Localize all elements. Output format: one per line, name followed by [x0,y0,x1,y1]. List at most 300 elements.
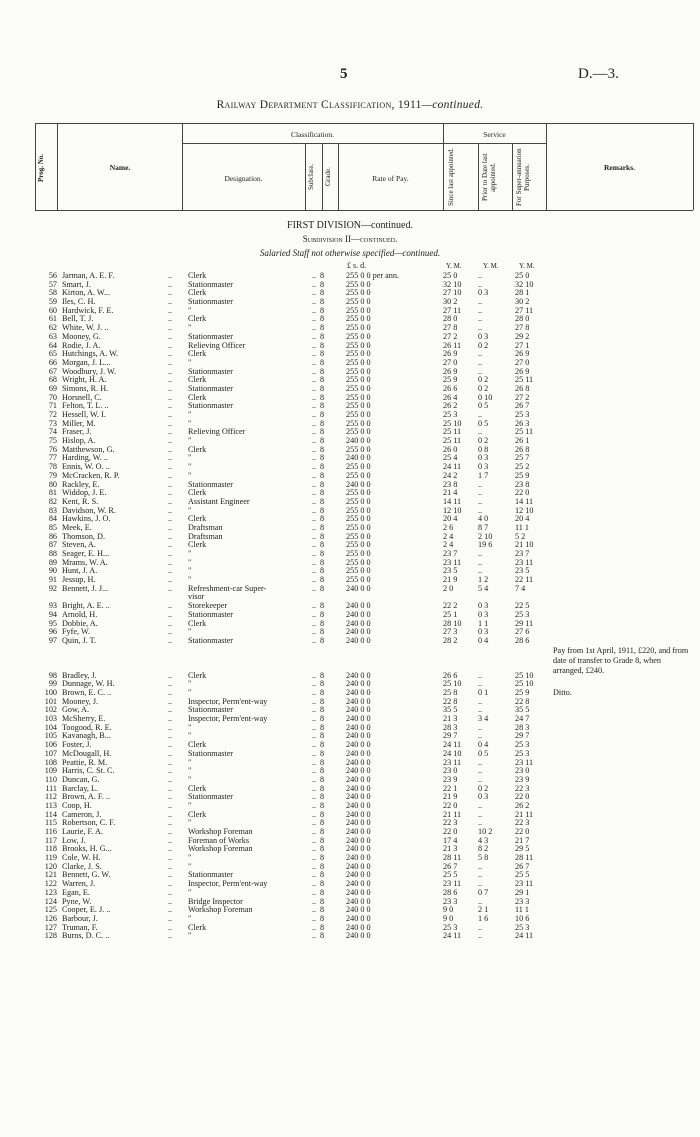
cell-superannuation: 30 2 [515,297,530,307]
cell-superannuation: 26 1 [515,436,530,446]
cell-superannuation: 24 11 [515,931,534,941]
cell-rate-of-pay: 255 0 0 [346,305,371,315]
cell-since-last: 25 3 [443,922,458,932]
cell-designation: Clerk [188,922,207,932]
cell-prior-to-date: 0 8 [478,444,489,454]
leader-dots: .. [312,696,317,706]
cell-since-last: 25 11 [443,436,462,446]
cell-prior-to-date: .. [478,410,483,419]
cell-rate-of-pay: 240 0 0 [346,696,371,706]
leader-dots: .. [168,479,173,489]
cell-name: Dobbie, A. [62,619,98,628]
header-grade: Grade. [324,167,332,187]
cell-superannuation: 27 6 [515,627,530,637]
cell-prior-to-date: 1 6 [478,913,489,923]
cell-prog-no: 77 [48,453,57,463]
cell-superannuation: 21 7 [515,835,530,845]
cell-prior-to-date: .. [478,496,483,506]
leader-dots: .. [312,601,317,611]
header-subclass: Subclass. [307,163,315,191]
leader-dots: .. [168,357,173,367]
leader-dots: .. [168,618,173,628]
cell-since-last: 26 7 [443,861,458,871]
cell-prior-to-date: .. [478,809,483,819]
leader-dots: .. [312,835,317,845]
cell-rate-of-pay: 255 0 0 [346,340,371,350]
cell-name: Foster, J. [62,741,92,750]
leader-dots: .. [168,305,173,315]
cell-subclass: 8 [319,314,325,324]
cell-subclass: 8 [319,922,325,932]
cell-prior-to-date: 0 3 [478,601,489,611]
leader-dots: .. [168,340,173,350]
cell-prog-no: 78 [48,462,57,472]
cell-designation: Stationmaster [188,479,234,489]
cell-name: Ennis, W. O. .. [62,463,110,472]
leader-dots: .. [168,601,173,611]
leader-dots: .. [312,575,317,585]
cell-rate-of-pay: 255 0 0 [346,297,371,307]
cell-prog-no: 94 [48,609,57,619]
cell-since-last: 26 6 [443,670,458,680]
cell-name: Coop, H. [62,801,92,810]
cell-rate-of-pay: 255 0 0 [346,427,371,437]
leader-dots: .. [168,496,173,506]
cell-designation: Draftsman [188,531,223,541]
cell-since-last: 25 4 [443,453,458,463]
cell-name: Cooper, E. J. .. [62,906,111,915]
header-classification: Classification. [290,130,335,139]
cell-designation: Stationmaster [188,366,234,376]
cell-designation: Stationmaster [188,401,234,411]
cell-since-last: 27 3 [443,627,458,637]
cell-designation: " [188,549,192,558]
leader-dots: .. [168,870,173,880]
cell-designation: Assistant Engineer [188,496,250,506]
cell-rate-of-pay: 255 0 0 [346,288,371,298]
leader-dots: .. [168,549,173,558]
leader-dots: .. [312,774,317,784]
cell-prog-no: 75 [48,436,57,446]
cell-prog-no: 89 [48,557,57,567]
cell-since-last: 35 5 [443,705,458,715]
cell-subclass: 8 [319,783,325,793]
cell-designation: " [188,722,192,732]
cell-subclass: 8 [319,757,325,767]
cell-designation: " [188,853,192,863]
leader-dots: .. [312,392,317,402]
cell-superannuation: 25 10 [515,670,534,680]
leader-dots: .. [168,418,173,428]
cell-subclass: 8 [319,913,325,923]
cell-prog-no: 56 [48,271,57,280]
cell-designation: " [188,305,192,315]
cell-since-last: 26 0 [443,444,458,454]
cell-rate-of-pay: 255 0 0 [346,323,371,333]
cell-since-last: 21 11 [443,809,462,819]
cell-name: Hardwick, F. E. [62,306,114,315]
cell-prog-no: 72 [48,410,57,419]
page-number: 5 [340,66,348,82]
cell-name: Miller, M. [62,419,96,428]
cell-prior-to-date: .. [478,722,483,732]
cell-prior-to-date: 19 6 [478,540,493,550]
cell-rate-of-pay: 255 0 0 [346,496,371,506]
leader-dots: .. [312,540,317,550]
cell-superannuation: 25 11 [515,375,534,385]
cell-subclass: 8 [319,340,325,350]
cell-prior-to-date: .. [478,861,483,871]
cell-rate-of-pay: 240 0 0 [346,853,371,863]
cell-name: Morgan, J. L... [62,358,111,367]
cell-subclass: 8 [319,853,325,863]
cell-superannuation: 23 8 [515,479,530,489]
cell-designation: Stationmaster [188,635,234,645]
leader-dots: .. [168,688,173,697]
cell-prior-to-date: 4 0 [478,514,489,524]
cell-subclass: 8 [319,896,325,906]
leader-dots: .. [312,418,317,428]
cell-subclass: 8 [319,679,325,689]
cell-designation: Bridge Inspector [188,896,243,906]
cell-since-last: 28 2 [443,635,458,645]
leader-dots: .. [168,844,173,854]
leader-dots: .. [168,792,173,802]
leader-dots: .. [312,383,317,393]
cell-subclass: 8 [319,809,325,819]
cell-prog-no: 111 [45,783,57,793]
cell-subclass: 8 [319,731,325,741]
cell-superannuation: 20 4 [515,514,530,524]
cell-superannuation: 25 7 [515,453,530,463]
cell-rate-of-pay: 240 0 0 [346,913,371,923]
leader-dots: .. [168,314,173,324]
cell-name: Cole, W. H. [62,854,101,863]
cell-prog-no: 124 [44,896,57,906]
cell-prog-no: 64 [48,340,57,350]
cell-prior-to-date: 0 2 [478,375,489,385]
cell-name: Seager, E. H... [62,550,110,558]
cell-subclass: 8 [319,488,325,498]
cell-name: Truman, F. [62,923,98,932]
cell-prog-no: 105 [44,731,57,741]
cell-rate-of-pay: 255 0 0 [346,514,371,524]
cell-name: Fraser, J. [62,428,92,437]
cell-superannuation: 23 7 [515,549,530,558]
cell-superannuation: 22 3 [515,783,530,793]
table-row [0,637,700,646]
cell-prior-to-date: .. [478,800,483,810]
leader-dots: .. [312,800,317,810]
cell-name: Cameron, J. [62,810,102,819]
cell-designation: " [188,931,192,941]
cell-designation: " [188,818,192,828]
leader-dots: .. [168,714,173,724]
leader-dots: .. [312,366,317,376]
leader-dots: .. [312,922,317,932]
cell-since-last: 22 1 [443,783,458,793]
cell-rate-of-pay: 255 0 0 [346,366,371,376]
cell-subclass: 8 [319,323,325,333]
cell-designation: Inspector, Perm'ent-way [188,696,268,706]
cell-prior-to-date: .. [478,549,483,558]
leader-dots: .. [312,688,317,697]
cell-prior-to-date: .. [478,931,483,941]
cell-since-last: 28 6 [443,887,458,897]
cell-subclass: 8 [319,357,325,367]
leader-dots: .. [168,774,173,784]
cell-designation: " [188,627,192,637]
cell-subclass: 8 [319,401,325,411]
cell-superannuation: 22 8 [515,696,530,706]
cell-rate-of-pay: 240 0 0 [346,453,371,463]
cell-subclass: 8 [319,905,325,915]
cell-rate-of-pay: 255 0 0 [346,383,371,393]
cell-subclass: 8 [319,627,325,637]
cell-prior-to-date: 4 3 [478,835,489,845]
title-suffix: —continued. [421,99,484,111]
cell-prog-no: 92 [48,583,57,593]
cell-since-last: 22 0 [443,800,458,810]
cell-subclass: 8 [319,601,325,611]
leader-dots: .. [312,522,317,532]
cell-designation: Refreshment-car Super- [188,583,267,593]
cell-prior-to-date: .. [478,305,483,315]
leader-dots: .. [312,305,317,315]
leader-dots: .. [168,566,173,576]
leader-dots: .. [168,575,173,585]
cell-prior-to-date: 0 4 [478,740,489,750]
cell-since-last: 27 0 [443,357,458,367]
cell-superannuation: 23 5 [515,566,530,576]
cell-superannuation: 11 1 [515,905,530,915]
title-main: Railway Department Classification, 1911 [216,99,422,111]
cell-rate-of-pay: 240 0 0 [346,740,371,750]
cell-prior-to-date: 2 1 [478,905,489,915]
cell-prog-no: 70 [48,392,57,402]
cell-prior-to-date: 0 3 [478,609,489,619]
leader-dots: .. [312,818,317,828]
cell-prog-no: 67 [48,366,57,376]
cell-subclass: 8 [319,844,325,854]
leader-dots: .. [168,323,173,333]
leader-dots: .. [312,609,317,619]
cell-since-last: 25 11 [443,427,462,437]
cell-prior-to-date: 0 1 [478,688,489,697]
leader-dots: .. [168,540,173,550]
cell-prog-no: 116 [45,827,57,836]
cell-prog-no: 80 [48,479,57,489]
cell-rate-of-pay: 240 0 0 [346,436,371,446]
leader-dots: .. [168,349,173,359]
leader-dots: .. [312,314,317,324]
leader-dots: .. [312,853,317,863]
cell-since-last: 26 6 [443,383,458,393]
cell-name: White, W. J. .. [62,324,109,333]
cell-superannuation: 25 3 [515,410,530,419]
cell-designation: " [188,800,192,810]
cell-prog-no: 69 [48,383,57,393]
cell-prog-no: 126 [44,913,57,923]
cell-superannuation: 25 3 [515,609,530,619]
cell-designation: Clerk [188,740,207,750]
leader-dots: .. [312,913,317,923]
cell-since-last: 26 9 [443,366,458,376]
cell-prog-no: 97 [48,635,57,645]
leader-dots: .. [168,931,173,941]
leader-dots: .. [168,505,173,515]
staff-heading: Salaried Staff not otherwise specified—continued. [259,248,441,258]
cell-subclass: 8 [319,514,325,524]
cell-designation: Clerk [188,488,207,498]
cell-prog-no: 59 [48,297,57,307]
cell-prior-to-date: 0 3 [478,331,489,341]
cell-prog-no: 71 [48,401,57,411]
cell-designation: " [188,505,192,515]
leader-dots: .. [312,827,317,836]
cell-name: Fyfe, W. [62,628,90,637]
cell-rate-of-pay: 240 0 0 [346,688,371,697]
cell-designation: Clerk [188,514,207,524]
cell-rate-of-pay: 255 0 0 [346,349,371,359]
cell-subclass: 8 [319,714,325,724]
cell-since-last: 25 9 [443,375,458,385]
cell-designation: Clerk [188,392,207,402]
leader-dots: .. [312,470,317,480]
leader-dots: .. [312,566,317,576]
leader-dots: .. [312,557,317,567]
cell-superannuation: 25 3 [515,922,530,932]
cell-prog-no: 113 [45,800,57,810]
cell-designation: " [188,323,192,333]
cell-since-last: 24 11 [443,931,462,941]
cell-subclass: 8 [319,366,325,376]
cell-designation: Storekeeper [188,601,228,611]
leader-dots: .. [312,410,317,419]
cell-rate-of-pay: 255 0 0 [346,557,371,567]
cell-name: Widdop, J. E. [62,489,107,498]
leader-dots: .. [312,705,317,715]
cell-superannuation: 23 11 [515,757,534,767]
cell-designation: Relieving Officer [188,427,246,437]
leader-dots: .. [168,366,173,376]
header-rate-of-pay: Rate of Pay. [372,174,409,183]
cell-prog-no: 63 [48,331,57,341]
leader-dots: .. [168,887,173,897]
cell-since-last: 23 5 [443,566,458,576]
cell-prog-no: 74 [48,427,57,437]
cell-prog-no: 91 [48,575,57,585]
cell-prog-no: 114 [45,809,57,819]
cell-name: Thomson, D. [62,532,105,541]
cell-prior-to-date: .. [478,297,483,307]
cell-designation: Draftsman [188,522,223,532]
cell-since-last: 26 2 [443,401,458,411]
cell-prog-no: 121 [44,870,57,880]
cell-subclass: 8 [319,931,325,941]
cell-designation: " [188,913,192,923]
cell-subclass: 8 [319,818,325,828]
cell-name: Woodbury, J. W. [62,367,117,376]
leader-dots: .. [168,896,173,906]
cell-prog-no: 86 [48,531,57,541]
cell-rate-of-pay: 240 0 0 [346,861,371,871]
cell-superannuation: 28 3 [515,722,530,732]
leader-dots: .. [168,905,173,915]
cell-prior-to-date: 1 1 [478,618,489,628]
cell-prog-no: 96 [48,627,57,637]
cell-designation: Clerk [188,670,207,680]
cell-since-last: 22 8 [443,696,458,706]
cell-designation: " [188,462,192,472]
cell-subclass: 8 [319,349,325,359]
header-remarks: Remarks. [603,163,636,172]
cell-prior-to-date: 0 3 [478,288,489,298]
cell-designation: Clerk [188,288,207,298]
cell-prior-to-date: .. [478,731,483,741]
cell-rate-of-pay: 240 0 0 [346,618,371,628]
leader-dots: .. [168,800,173,810]
cell-name: Jessup, H. [62,576,96,585]
cell-since-last: 17 4 [443,835,458,845]
cell-superannuation: 27 1 [515,340,530,350]
cell-designation: " [188,688,192,697]
cell-since-last: 24 11 [443,462,462,472]
cell-since-last: 29 7 [443,731,458,741]
cell-since-last: 30 2 [443,297,458,307]
cell-prog-no: 85 [48,522,57,532]
cell-superannuation: 26 8 [515,383,530,393]
cell-designation: " [188,418,192,428]
cell-since-last: 26 9 [443,349,458,359]
cell-since-last: 27 2 [443,331,458,341]
cell-prog-no: 104 [44,722,57,732]
leader-dots: .. [168,913,173,923]
cell-subclass: 8 [319,436,325,446]
cell-name: Felton, T. L. .. [62,402,109,411]
cell-subclass: 8 [319,531,325,541]
cell-prog-no: 103 [44,714,57,724]
cell-subclass: 8 [319,375,325,385]
cell-name: Bell, T. J. [62,315,94,324]
cell-prior-to-date: .. [478,922,483,932]
leader-dots: .. [312,879,317,889]
cell-prog-no: 60 [48,305,57,315]
cell-since-last: 28 11 [443,853,462,863]
cell-rate-of-pay: 240 0 0 [346,922,371,932]
cell-subclass: 8 [319,861,325,871]
cell-prior-to-date: .. [478,314,483,324]
cell-subclass: 8 [319,279,325,289]
cell-prior-to-date: .. [478,479,483,489]
cell-name: Wright, H. A. [62,376,107,385]
cell-name: Kent, R. S. [62,497,99,506]
cell-subclass: 8 [319,479,325,489]
cell-superannuation: 27 11 [515,305,534,315]
cell-name: Brooks, H. G... [62,845,112,854]
leader-dots: .. [168,331,173,341]
leader-dots: .. [168,705,173,715]
cell-since-last: 23 11 [443,757,462,767]
cell-prior-to-date: 0 5 [478,401,489,411]
cell-superannuation: 23 11 [515,557,534,567]
cell-name: Burns, D. C. .. [62,932,110,941]
cell-prior-to-date: 0 2 [478,383,489,393]
cell-since-last: 27 8 [443,323,458,333]
cell-name: Quin, J. T. [62,636,97,645]
cell-designation: Workshop Foreman [188,827,253,836]
cell-prior-to-date: 0 2 [478,783,489,793]
